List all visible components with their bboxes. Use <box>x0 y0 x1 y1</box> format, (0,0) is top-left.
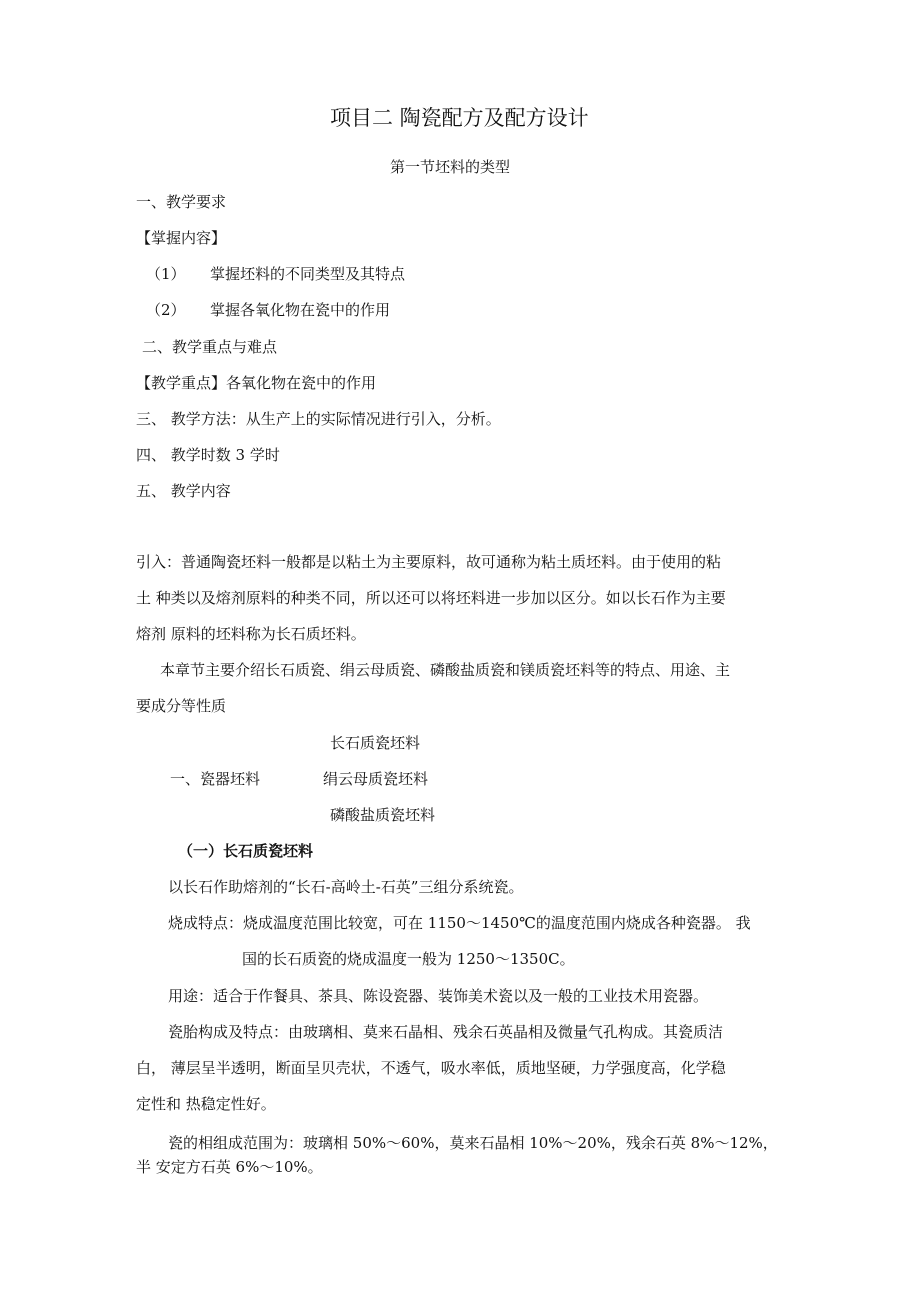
body-structure-line-1: 瓷胎构成及特点：由玻璃相、莫来石晶相、残余石英晶相及微量气孔构成。其瓷质洁 <box>168 1023 724 1041</box>
list-item-1-number: （1） <box>146 265 186 283</box>
body-structure-line-3: 定性和 热稳定性好。 <box>136 1095 276 1113</box>
class-label: 一、瓷器坯料 <box>170 770 261 788</box>
firing-line-2: 国的长石质瓷的烧成温度一般为 1250～1350C。 <box>242 950 575 968</box>
class-feldspar: 长石质瓷坯料 <box>330 734 421 752</box>
heading-hours: 四、 教学时数 3 学时 <box>136 446 280 464</box>
class-sericite: 绢云母质瓷坯料 <box>323 770 429 788</box>
firing-line-1: 烧成特点：烧成温度范围比较宽，可在 1150～1450℃的温度范围内烧成各种瓷器。 我 <box>168 914 751 932</box>
list-item-1-text: 掌握坯料的不同类型及其特点 <box>210 265 406 283</box>
list-item-2-text: 掌握各氧化物在瓷中的作用 <box>210 301 391 319</box>
paragraph-1: 以长石作助熔剂的“长石-高岭土-石英”三组分系统瓷。 <box>168 878 524 896</box>
heading-requirements: 一、教学要求 <box>136 193 227 211</box>
chapter-line-2: 要成分等性质 <box>136 697 227 715</box>
intro-line-2: 土 种类以及熔剂原料的种类不同，所以还可以将坯料进一步加以区分。如以长石作为主要 <box>136 589 726 607</box>
sub-heading-feldspar: （一）长石质瓷坯料 <box>178 842 314 860</box>
heading-method: 三、 教学方法：从生产上的实际情况进行引入，分析。 <box>136 410 501 428</box>
chapter-line-1: 本章节主要介绍长石质瓷、绢云母质瓷、磷酸盐质瓷和镁质瓷坯料等的特点、用途、主 <box>160 661 731 679</box>
phase-composition-line-2: 半 安定方石英 6%～10%。 <box>136 1158 323 1176</box>
heading-key-points: 二、教学重点与难点 <box>142 338 278 356</box>
phase-composition-line-1: 瓷的相组成范围为：玻璃相 50%～60%，莫来石晶相 10%～20%，残余石英 8%～12%， <box>168 1134 778 1152</box>
heading-content: 五、 教学内容 <box>136 482 231 500</box>
list-item-2-number: （2） <box>146 301 186 319</box>
intro-line-3: 熔剂 原料的坯料称为长石质坯料。 <box>136 625 366 643</box>
master-label: 【掌握内容】 <box>136 229 227 247</box>
class-phosphate: 磷酸盐质瓷坯料 <box>330 806 436 824</box>
body-structure-line-2: 白， 薄层呈半透明，断面呈贝壳状，不透气，吸水率低，质地坚硬，力学强度高，化学稳 <box>136 1059 726 1077</box>
intro-line-1: 引入：普通陶瓷坯料一般都是以粘土为主要原料，故可通称为粘土质坯料。由于使用的粘 <box>136 553 722 571</box>
key-point-text: 【教学重点】各氧化物在瓷中的作用 <box>136 374 377 392</box>
doc-title: 项目二 陶瓷配方及配方设计 <box>330 106 589 130</box>
section-title: 第一节坯料的类型 <box>390 158 511 176</box>
usage-line: 用途：适合于作餐具、茶具、陈设瓷器、装饰美术瓷以及一般的工业技术用瓷器。 <box>168 987 709 1005</box>
